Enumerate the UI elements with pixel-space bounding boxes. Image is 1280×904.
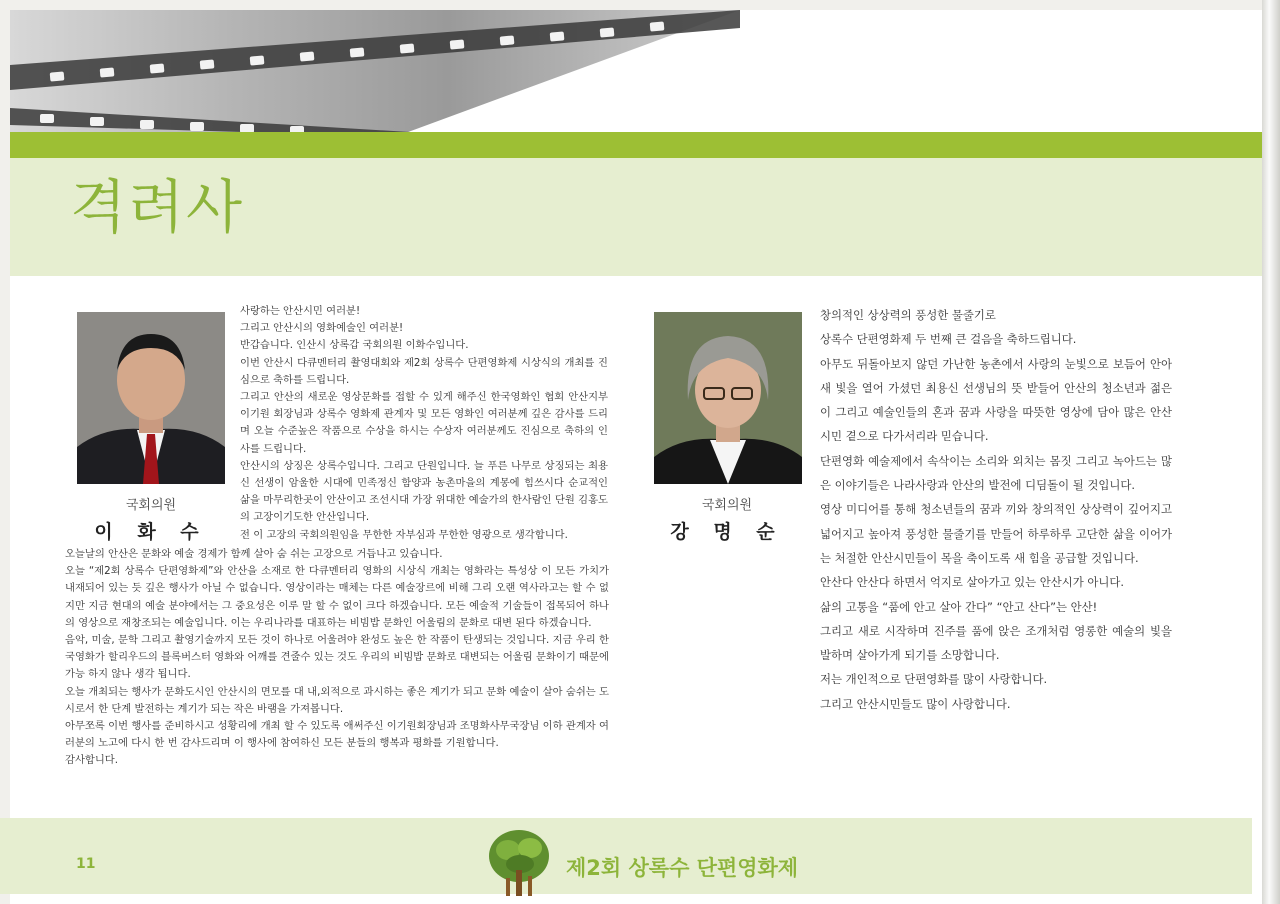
person-role-right: 국회의원	[701, 498, 753, 513]
paragraph: 영상 미디어를 통해 청소년들의 꿈과 끼와 창의적인 상상력이 깊어지고 넓어지고 높아져 풍성한 물줄기를 만들어 하루하루 고단한 삶을 이어가는 처절한 안산시민들이 목을 축이도록 새 힘을 공급할 것입니다.	[820, 502, 1172, 565]
paragraph: 저는 개인적으로 단편영화를 많이 사랑합니다.	[820, 672, 1048, 687]
paragraph: 이번 안산시 다큐멘터리 촬영대회와 제2회 상록수 단편영화제 시상식의 개최를 진심으로 축하를 드립니다.	[240, 356, 608, 386]
paragraph: 안산시의 상징은 상록수입니다. 그리고 단원입니다. 늘 푸른 나무로 상징되는 최용신 선생이 암울한 시대에 민족정신 함양과 농촌마을의 계몽에 힘쓰시다 순교적인 삶을 마무리한곳이 안산이고 조선시대 가장 위대한 예술가의 한사람인 단원 김홍도의 고장이기도한 안산입니다.	[240, 459, 608, 524]
paragraph: 오늘날의 안산은 문화와 예술 경제가 함께 살아 숨 쉬는 고장으로 거듭나고 있습니다.	[65, 548, 443, 560]
page-number: 11	[76, 856, 96, 872]
festival-tree-logo-icon	[486, 826, 552, 896]
paragraph: 아무쪼록 이번 행사를 준비하시고 성황리에 개최 할 수 있도록 애써주신 이기원회장님과 조명화사무국장님 이하 관계자 여러분의 노고에 다시 한 번 감사드리며 이 행사에 참여하신 모든 분들의 행복과 평화를 기원합니다.	[65, 720, 609, 750]
portrait-photo-right	[654, 312, 802, 484]
paragraph: 창의적인 상상력의 풍성한 물줄기로	[820, 308, 996, 322]
paragraph: 전 이 고장의 국회의원임을 무한한 자부심과 무한한 영광으로 생각합니다.	[240, 528, 568, 541]
paragraph: 음악, 미술, 문학 그리고 촬영기술까지 모든 것이 하나로 어울려야 완성도 높은 한 작품이 탄생되는 것입니다. 지금 우리 한국영화가 할리우드의 블록버스터 영화와 어깨를 견줄수 있는 것도 우리의 비빔밥 문화로 대변되는 어울림 문화이기 때문에 가능 하지 않나 생각 됩니다.	[65, 634, 609, 681]
header-green-band	[10, 132, 1262, 158]
speech-right-body	[820, 303, 1172, 716]
paragraph: 그리고 안산시민들도 많이 사랑합니다.	[820, 696, 1011, 711]
paragraph: 그리고 안산의 새로운 영상문화를 접할 수 있게 해주신 한국영화인 협회 안산지부 이기원 회장님과 상록수 영화제 관계자 및 모든 영화인 여러분께 깊은 감사를 드리며 오늘 수준높은 작품으로 수상을 하시는 수상자 여러분께도 진심으로 축하의 인사를 드립니다.	[240, 391, 608, 455]
person-role-left: 국회의원	[125, 498, 177, 513]
paragraph: 상록수 단편영화제 두 번째 큰 걸음을 축하드립니다.	[820, 332, 1077, 347]
person-caption-right	[652, 494, 802, 544]
paragraph: 그리고 안산시의 영화예술인 여러분!	[240, 322, 404, 335]
speech-left-body	[65, 546, 609, 770]
page-title: 격려사	[70, 173, 245, 241]
paragraph: 그리고 새로 시작하며 진주를 품에 앉은 조개처럼 영롱한 예술의 빛을 발하며 살아가게 되기를 소망합니다.	[820, 623, 1172, 663]
page-spine	[1262, 0, 1280, 904]
paragraph: 오늘 “제2회 상록수 단편영화제”와 안산을 소재로 한 다큐멘터리 영화의 시상식 개최는 영화라는 특성상 이 모든 가치가 내재되어 있는 듯 깊은 행사가 아닐 수 없습니다. 영상이라는 매체는 다른 예술장르에 비해 그리 오랜 역사라고는 할 수 없지만 지금 현대의 예술 분야에서는 그 중요성은 이루 말 할 수 없이 크다 하겠습니다. 모든 예술적 기술들이 접목되어 하나의 영상으로 재창조되는 예술입니다. 이는 우리나라를 대표하는 비빔밥 문화인 어울림의 문화로 대변 된다 하겠습니다.	[65, 565, 609, 629]
paragraph: 반갑습니다. 인산시 상록갑 국회의원 이화수입니다.	[240, 339, 469, 352]
person-name-right: 강 명 순	[670, 521, 784, 543]
paragraph: 단편영화 예술제에서 속삭이는 소리와 외치는 몸짓 그리고 녹아드는 많은 이야기들은 나라사랑과 안산의 발전에 디딤돌이 될 것입니다.	[820, 453, 1172, 493]
paragraph: 사랑하는 안산시민 여러분!	[240, 305, 361, 317]
paragraph: 안산다 안산다 하면서 억지로 살아가고 있는 안산시가 아니다.	[820, 575, 1125, 590]
paragraph: 아무도 뒤돌아보지 않던 가난한 농촌에서 사랑의 눈빛으로 보듬어 안아 새 빛을 열어 가셨던 최용신 선생님의 뜻 받들어 안산의 청소년과 젊은이 그리고 예술인들의 혼과 꿈과 사랑을 따뜻한 영상에 담아 많은 안산시민 곁으로 다가서리라 믿습니다.	[820, 356, 1172, 444]
festival-name: 제2회 상록수 단편영화제	[566, 856, 799, 880]
film-strip-banner	[10, 10, 1262, 135]
paragraph: 감사합니다.	[65, 754, 119, 767]
paragraph: 오늘 개최되는 행사가 문화도시인 안산시의 면모를 대 내,외적으로 과시하는 좋은 계기가 되고 문화 예술이 살아 숨쉬는 도시로서 한 단계 발전하는 계기가 되는 작은 바램을 가져봅니다.	[65, 685, 609, 715]
paragraph: 삶의 고통을 “품에 안고 살아 간다” “안고 산다”는 안산!	[820, 599, 1098, 614]
person-name-left: 이 화 수	[94, 521, 208, 543]
person-caption-left	[76, 494, 226, 544]
speech-left-intro	[240, 303, 608, 544]
portrait-photo-left	[77, 312, 225, 484]
